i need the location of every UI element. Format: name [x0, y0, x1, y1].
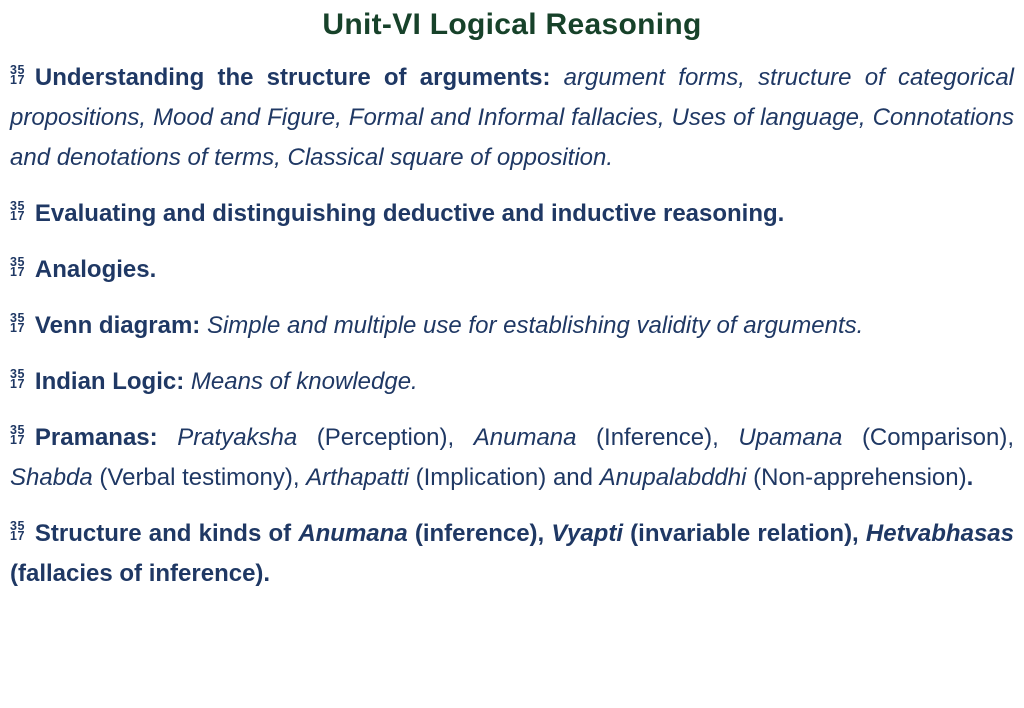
text-segment: . [966, 464, 974, 491]
syllabus-item [10, 306, 1014, 346]
syllabus-item [10, 194, 1014, 234]
text-segment: Indian Logic: [34, 368, 191, 395]
text-segment: (invariable relation), [622, 520, 866, 547]
text-segment: (Inference), [576, 424, 739, 451]
text-segment: Analogies. [34, 256, 157, 283]
text-segment: Anumana [298, 520, 408, 547]
text-segment: Understanding the structure of arguments: [34, 64, 564, 91]
text-segment: (inference), [407, 520, 552, 547]
text-segment: Hetvabhasas [865, 520, 1014, 547]
text-segment: (Implication) and [408, 464, 600, 491]
bullet-marker: 35 17 [10, 518, 25, 543]
text-segment: argument forms, structure of categorical propositions, Mood and Figure, Formal and Informal fallacies, Uses of language, Connotations and denotations of terms, Classical square of opposition. [10, 64, 1015, 171]
syllabus-item [10, 250, 1014, 290]
bullet-marker: 35 17 [10, 422, 25, 447]
text-segment: Anumana [473, 424, 577, 451]
text-segment: Shabda [10, 464, 93, 491]
text-segment: (fallacies of inference). [10, 560, 271, 587]
text-segment: Arthapatti [306, 464, 409, 491]
bullet-marker: 35 17 [10, 254, 25, 279]
syllabus-item [10, 418, 1014, 498]
text-segment: Structure and kinds of [34, 520, 299, 547]
bullet-marker: 35 17 [10, 62, 25, 87]
syllabus-item [10, 514, 1014, 594]
text-segment: (Perception), [297, 424, 474, 451]
text-segment: (Comparison), [842, 424, 1014, 451]
text-segment: Simple and multiple use for establishing validity of arguments. [206, 312, 864, 339]
syllabus-list [10, 58, 1014, 594]
bullet-marker: 35 17 [10, 366, 25, 391]
bullet-marker: 35 17 [10, 198, 25, 223]
text-segment: (Verbal testimony), [92, 464, 307, 491]
text-segment: Pramanas: [34, 424, 178, 451]
syllabus-item [10, 58, 1014, 178]
text-segment: Venn diagram: [34, 312, 207, 339]
text-segment: Vyapti [551, 520, 623, 547]
text-segment: Pratyaksha [177, 424, 298, 451]
page-title: Unit-VI Logical Reasoning [322, 8, 702, 41]
text-segment: Means of knowledge. [190, 368, 418, 395]
text-segment: (Non-apprehension) [746, 464, 967, 491]
text-segment: Upamana [738, 424, 843, 451]
bullet-marker: 35 17 [10, 310, 25, 335]
syllabus-item [10, 362, 1014, 402]
text-segment: Anupalabddhi [599, 464, 747, 491]
text-segment: Evaluating and distinguishing deductive and inductive reasoning. [34, 200, 785, 227]
